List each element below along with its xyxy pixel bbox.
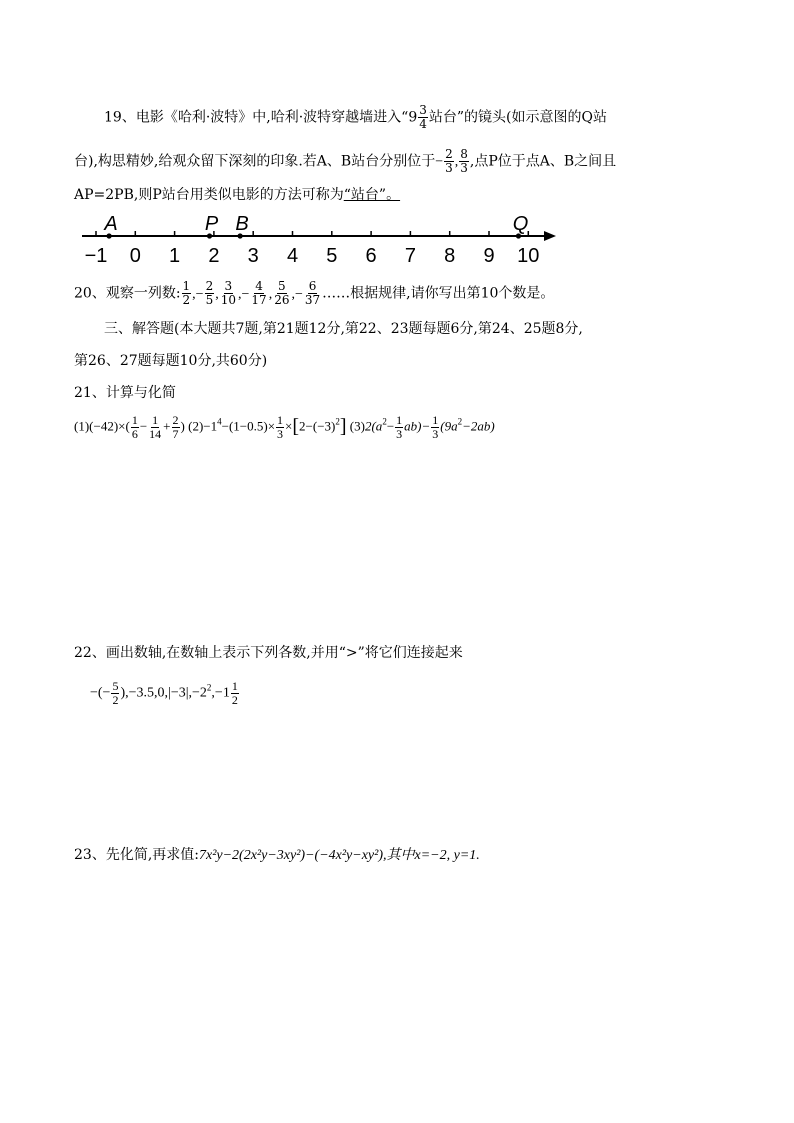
q23-expression: 7x²y−2(2x²y−3xy²)−(−4x²y−xy²),其中x=−2, y=1.	[198, 848, 480, 863]
fraction-denominator: 2	[112, 693, 119, 707]
sequence-fraction	[273, 280, 290, 307]
fraction-denominator: 3	[396, 427, 403, 441]
fraction-numerator: 3	[224, 279, 233, 293]
q21-title: 21、计算与化简	[74, 385, 176, 401]
part-label: (3)	[349, 418, 365, 434]
tick-label: 1	[169, 245, 181, 267]
fraction	[172, 414, 180, 441]
section3-line1: 三、解答题(本大题共7题,第21题12分,第22、23题每题6分,第24、25题8分,	[104, 321, 583, 337]
sequence-fraction	[220, 280, 237, 307]
operator: +	[163, 418, 171, 434]
point-label-b: B	[235, 213, 249, 235]
fraction-numerator: 1	[152, 413, 159, 427]
q19-text-1: 19、电影《哈利·波特》中,哈利·波特穿越墙进入“9	[104, 109, 418, 126]
comma: ,	[215, 286, 219, 302]
fraction	[276, 414, 284, 441]
fraction-numerator: 1	[277, 413, 284, 427]
comma: ,	[268, 286, 273, 302]
point-label-q: Q	[512, 213, 529, 235]
operator: ×	[285, 418, 293, 434]
operator: −	[139, 418, 148, 434]
sequence-fraction	[205, 280, 215, 307]
minus-sign: −	[241, 286, 250, 302]
fraction-numerator: 5	[112, 679, 119, 693]
fraction-denominator: 6	[131, 427, 138, 441]
comma: ,	[238, 286, 242, 302]
point-label-p: P	[204, 213, 219, 235]
q19-text-3: 台),构思精妙,给观众留下深刻的印象.若A、B站台分别位于	[74, 153, 436, 170]
comma: ,	[192, 286, 196, 302]
fraction	[431, 414, 439, 441]
exponent: 2	[382, 416, 387, 427]
comma: ,	[291, 286, 295, 302]
fraction-denominator: 2	[182, 293, 191, 307]
operator: −	[386, 418, 395, 434]
expr-text: 2(a	[364, 418, 383, 434]
part-label: (2)	[188, 418, 204, 434]
tick-label: 6	[365, 245, 377, 267]
number-line	[0, 208, 794, 268]
expr-text: −2ab)	[462, 418, 495, 434]
q19-line1	[104, 104, 607, 131]
tick-label: 10	[517, 245, 540, 267]
q22-title: 22、画出数轴,在数轴上表示下列各数,并用“>”将它们连接起来	[74, 645, 463, 661]
expr-text: (9a	[440, 418, 458, 434]
fraction-denominator: 3	[445, 161, 453, 175]
fraction	[395, 414, 403, 441]
q21-expressions	[74, 414, 495, 441]
q23-prefix: 23、先化简,再求值:	[74, 847, 199, 863]
expr-text: ,−1	[211, 685, 230, 701]
fraction-b	[459, 148, 469, 175]
fraction-denominator: 5	[205, 293, 214, 307]
sequence-fraction	[304, 280, 321, 307]
expr-text: ab)−	[404, 418, 431, 434]
tick-label: 3	[247, 245, 259, 267]
minus-sign: −	[435, 154, 444, 170]
expr-text: −(1−0.5)×	[221, 418, 276, 434]
fraction-denominator: 10	[220, 293, 236, 307]
fraction-numerator: 3	[419, 103, 427, 117]
fraction	[131, 414, 139, 441]
q20-prefix: 20、观察一列数:	[74, 285, 181, 302]
fraction-denominator: 3	[277, 427, 284, 441]
fraction	[231, 680, 239, 707]
comma: ,	[454, 154, 459, 170]
fraction-numerator: 1	[131, 413, 138, 427]
fraction-numerator: 2	[205, 279, 214, 293]
tick-label: 5	[326, 245, 338, 267]
fraction-a	[444, 148, 454, 175]
tick-label: 4	[286, 245, 299, 267]
fraction-numerator: 1	[432, 413, 439, 427]
tick-label: 2	[208, 245, 220, 267]
q22-numbers	[90, 680, 240, 707]
exponent: 2	[335, 416, 340, 427]
fraction-numerator: 2	[445, 147, 453, 161]
right-bracket: ]	[339, 415, 347, 438]
expr-text: ),−3.5,0,|−3|,−2	[120, 685, 207, 701]
fraction-denominator: 3	[460, 161, 468, 175]
fraction-denominator: 14	[149, 427, 162, 441]
part-label: (1)	[74, 418, 90, 434]
q19-answer: “站台”。	[343, 187, 401, 203]
exponent: 4	[217, 416, 222, 427]
tick-label: 0	[129, 245, 141, 267]
q23-line	[74, 846, 480, 865]
q19-text-2: 站台”的镜头(如示意图的Q站	[428, 109, 607, 126]
q19-text-5: AP=2PB,则P站台用类似电影的方法可称为	[74, 187, 344, 203]
fraction-numerator: 1	[231, 679, 238, 693]
fraction	[111, 680, 119, 707]
q19-line2	[74, 148, 616, 175]
expr-text: (−42)×(	[89, 418, 130, 434]
fraction-denominator: 2	[231, 693, 238, 707]
fraction-numerator: 8	[460, 147, 468, 161]
fraction-numerator: 1	[396, 413, 403, 427]
tick-label: 7	[404, 245, 416, 267]
exponent: 2	[206, 682, 212, 693]
fraction-denominator: 4	[419, 117, 427, 131]
q20-line	[74, 280, 554, 307]
exponent: 2	[457, 416, 463, 427]
fraction-denominator: 37	[304, 293, 321, 307]
q20-sequence	[181, 279, 323, 307]
expr-text: −1	[203, 418, 218, 434]
tick-label: −1	[84, 245, 108, 267]
sequence-fraction	[250, 280, 267, 307]
fraction-denominator: 7	[172, 427, 179, 441]
expr-text: )	[180, 418, 185, 434]
tick-label: 8	[444, 245, 456, 267]
fraction-numerator: 6	[308, 279, 317, 293]
expr-text: −(−	[90, 685, 111, 701]
q19-mixed-fraction	[418, 104, 428, 131]
tick-label: 9	[483, 245, 495, 267]
fraction-numerator: 2	[172, 413, 179, 427]
expr-text: 2−(−3)	[299, 418, 336, 434]
fraction-denominator: 17	[251, 293, 267, 307]
fraction-denominator: 3	[432, 427, 439, 441]
minus-sign: −	[195, 286, 204, 302]
q19-line3	[74, 186, 400, 204]
number-line-arrow	[544, 231, 556, 241]
sequence-fraction	[182, 280, 192, 307]
fraction-numerator: 4	[255, 279, 263, 293]
fraction	[148, 414, 162, 441]
point-label-a: A	[104, 213, 118, 235]
section3-line2: 第26、27题每题10分,共60分)	[74, 353, 268, 369]
q20-suffix: ……根据规律,请你写出第10个数是。	[322, 285, 555, 302]
minus-sign: −	[294, 286, 303, 302]
q19-text-4: ,点P位于点A、B之间且	[469, 153, 617, 170]
fraction-numerator: 5	[278, 279, 286, 293]
left-bracket: [	[292, 415, 300, 438]
fraction-numerator: 1	[182, 279, 191, 293]
fraction-denominator: 26	[274, 293, 290, 307]
